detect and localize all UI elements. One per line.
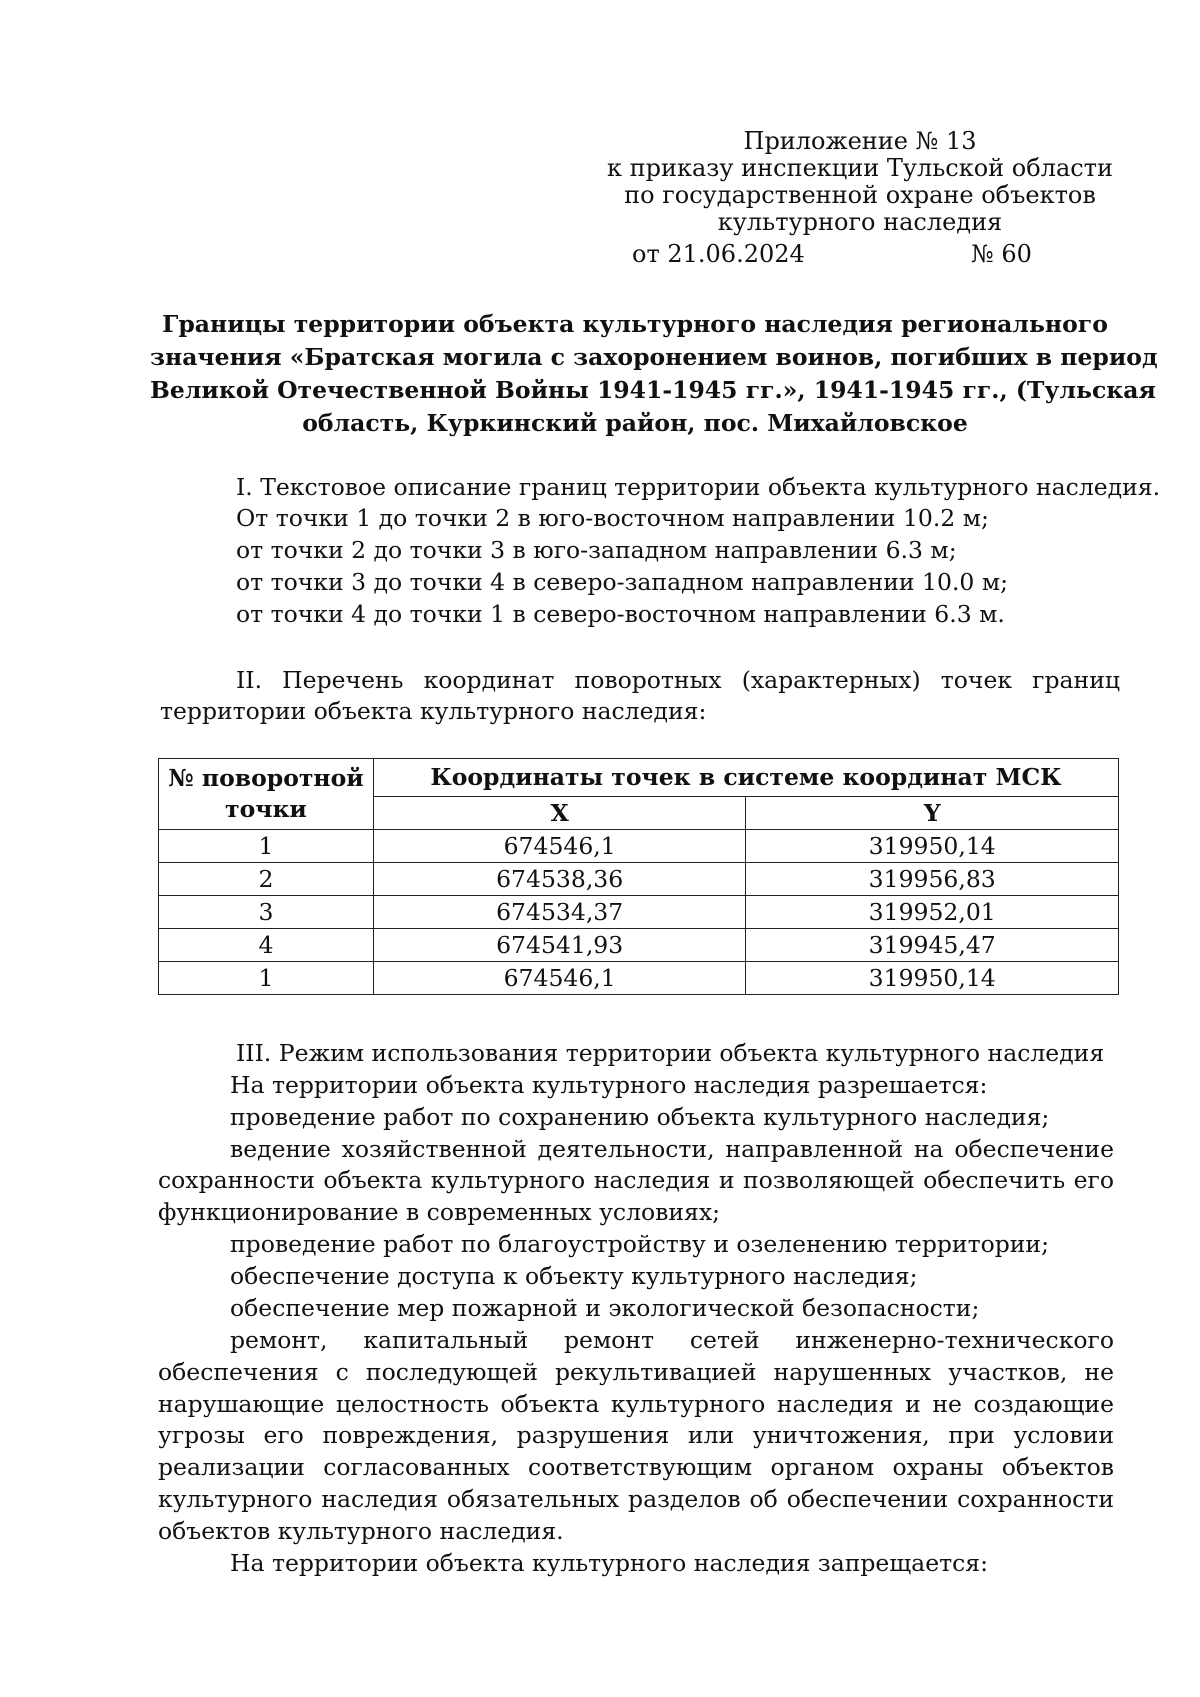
title-line-1: Границы территории объекта культурного наследия регионального xyxy=(162,310,1108,338)
allowed-item-1: проведение работ по сохранению объекта культурного наследия; xyxy=(230,1103,1050,1131)
table-row xyxy=(159,962,1119,995)
allowed-item-6-end: объектов культурного наследия. xyxy=(158,1517,564,1545)
cell-point: 2 xyxy=(159,863,374,896)
cell-x: 674538,36 xyxy=(373,863,746,896)
order-number: № 60 xyxy=(971,240,1032,268)
cell-point: 4 xyxy=(159,929,374,962)
allowed-item-4: обеспечение доступа к объекту культурного наследия; xyxy=(230,1262,918,1290)
column-header-x: X xyxy=(373,796,746,829)
appendix-number: Приложение № 13 xyxy=(743,127,977,155)
table-row xyxy=(159,896,1119,929)
column-header-point: № поворотной точки xyxy=(159,759,374,830)
boundary-line-2: от точки 2 до точки 3 в юго-западном направлении 6.3 м; xyxy=(236,536,957,564)
allowed-item-5: обеспечение мер пожарной и экологической безопасности; xyxy=(230,1294,980,1322)
document-title xyxy=(150,308,1158,440)
title-line-2: значения «Братская могила с захоронением воинов, погибших в период xyxy=(150,343,1158,371)
cell-y: 319956,83 xyxy=(746,863,1119,896)
cell-x: 674546,1 xyxy=(373,830,746,863)
table-row xyxy=(159,830,1119,863)
table-row xyxy=(159,863,1119,896)
cell-y: 319945,47 xyxy=(746,929,1119,962)
section-1-heading: I. Текстовое описание границ территории объекта культурного наследия. xyxy=(236,473,1161,501)
title-line-3: Великой Отечественной Войны 1941-1945 гг.», 1941-1945 гг., (Тульская xyxy=(150,376,1156,404)
allowed-heading: На территории объекта культурного наследия разрешается: xyxy=(230,1071,988,1099)
section-3-heading: III. Режим использования территории объекта культурного наследия xyxy=(236,1039,1105,1067)
appendix-line-4: культурного наследия xyxy=(717,208,1003,236)
boundary-line-3: от точки 3 до точки 4 в северо-западном направлении 10.0 м; xyxy=(236,568,1009,596)
appendix-line-3: по государственной охране объектов xyxy=(624,181,1096,209)
allowed-item-6-cont: нарушающие целостность объекта культурного наследия и не создающие xyxy=(158,1390,1114,1418)
cell-y: 319950,14 xyxy=(746,962,1119,995)
cell-point: 1 xyxy=(159,962,374,995)
allowed-item-6: ремонт, капитальный ремонт сетей инженерно-технического xyxy=(230,1326,1114,1354)
table-row xyxy=(159,929,1119,962)
boundary-line-4: от точки 4 до точки 1 в северо-восточном направлении 6.3 м. xyxy=(236,600,1005,628)
column-header-y: Y xyxy=(746,796,1119,829)
boundary-line-1: От точки 1 до точки 2 в юго-восточном направлении 10.2 м; xyxy=(236,504,989,532)
appendix-line-2: к приказу инспекции Тульской области xyxy=(607,154,1113,182)
cell-x: 674534,37 xyxy=(373,896,746,929)
allowed-item-2: ведение хозяйственной деятельности, направленной на обеспечение xyxy=(230,1135,1114,1163)
allowed-item-3: проведение работ по благоустройству и озеленению территории; xyxy=(230,1230,1050,1258)
cell-y: 319952,01 xyxy=(746,896,1119,929)
title-line-4: область, Куркинский район, пос. Михайловское xyxy=(302,409,968,437)
allowed-item-6-cont: культурного наследия обязательных разделов об обеспечении сохранности xyxy=(158,1485,1114,1513)
column-header-coordinates: Координаты точек в системе координат МСК xyxy=(373,759,1118,797)
cell-point: 1 xyxy=(159,830,374,863)
allowed-item-6-cont: реализации согласованных соответствующим органом охраны объектов xyxy=(158,1453,1114,1481)
allowed-item-6-cont: угрозы его повреждения, разрушения или уничтожения, при условии xyxy=(158,1421,1114,1449)
section-2-heading-cont: территории объекта культурного наследия: xyxy=(160,697,707,725)
cell-x: 674546,1 xyxy=(373,962,746,995)
cell-y: 319950,14 xyxy=(746,830,1119,863)
section-2-heading: II. Перечень координат поворотных (характерных) точек границ xyxy=(236,666,1120,694)
prohibited-heading: На территории объекта культурного наследия запрещается: xyxy=(230,1549,989,1577)
cell-point: 3 xyxy=(159,896,374,929)
coordinates-table xyxy=(158,758,1119,995)
allowed-item-6-cont: обеспечения с последующей рекультивацией нарушенных участков, не xyxy=(158,1358,1114,1386)
cell-x: 674541,93 xyxy=(373,929,746,962)
appendix-header xyxy=(600,128,1120,236)
order-date: от 21.06.2024 xyxy=(632,240,805,268)
allowed-item-2-end: функционирование в современных условиях; xyxy=(158,1198,721,1226)
allowed-item-2-cont: сохранности объекта культурного наследия и позволяющей обеспечить его xyxy=(158,1166,1114,1194)
